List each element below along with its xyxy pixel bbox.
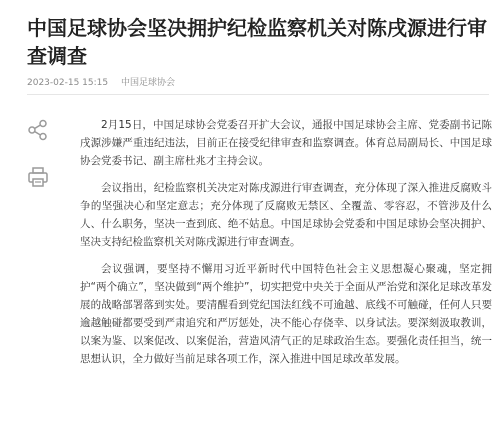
printer-icon bbox=[27, 166, 49, 188]
share-icon bbox=[27, 119, 49, 141]
article-meta bbox=[27, 75, 175, 88]
article-title: 中国足球协会坚决拥护纪检监察机关对陈戌源进行审查调查 bbox=[27, 16, 487, 68]
print-button[interactable] bbox=[27, 166, 49, 188]
share-button[interactable] bbox=[27, 119, 49, 141]
article-paragraph: 会议指出，纪检监察机关决定对陈戌源进行审查调查，充分体现了深入推进反腐败斗争的坚强决心和坚定意志；充分体现了反腐败无禁区、全覆盖、零容忍，不管涉及什么人、什么职务，坚决一查到底、绝不姑息。中国足球协会党委和中国足球协会坚决拥护、坚决支持纪检监察机关对陈戌源进行审查调查。 bbox=[80, 182, 492, 248]
article-paragraph: 2月15日，中国足球协会党委召开扩大会议，通报中国足球协会主席、党委副书记陈戌源涉嫌严重违纪违法，目前正在接受纪律审查和监察调查。体育总局副局长、中国足球协会党委书记、副主席杜兆才主持会议。 bbox=[80, 119, 492, 167]
publish-date: 2023-02-15 15:15 bbox=[27, 78, 109, 88]
article-paragraph: 会议强调，要坚持不懈用习近平新时代中国特色社会主义思想凝心聚魂，坚定拥护“两个确立”，坚决做到“两个维护”，切实把党中央关于全面从严治党和深化足球改革发展的战略部署落到实处。要清醒看到党纪国法红线不可逾越、底线不可触碰，任何人只要逾越触碰都要受到严肃追究和严厉惩处，决不能心存侥幸、以身试法。要深刻汲取教训，以案为鉴、以案促改、以案促治，营造风清气正的足球政治生态。要强化责任担当，统一思想认识，全力做好当前足球各项工作，深入推进中国足球改革发展。 bbox=[80, 263, 492, 365]
article-body bbox=[80, 116, 492, 377]
title-divider bbox=[27, 94, 489, 95]
article-source: 中国足球协会 bbox=[120, 78, 175, 88]
